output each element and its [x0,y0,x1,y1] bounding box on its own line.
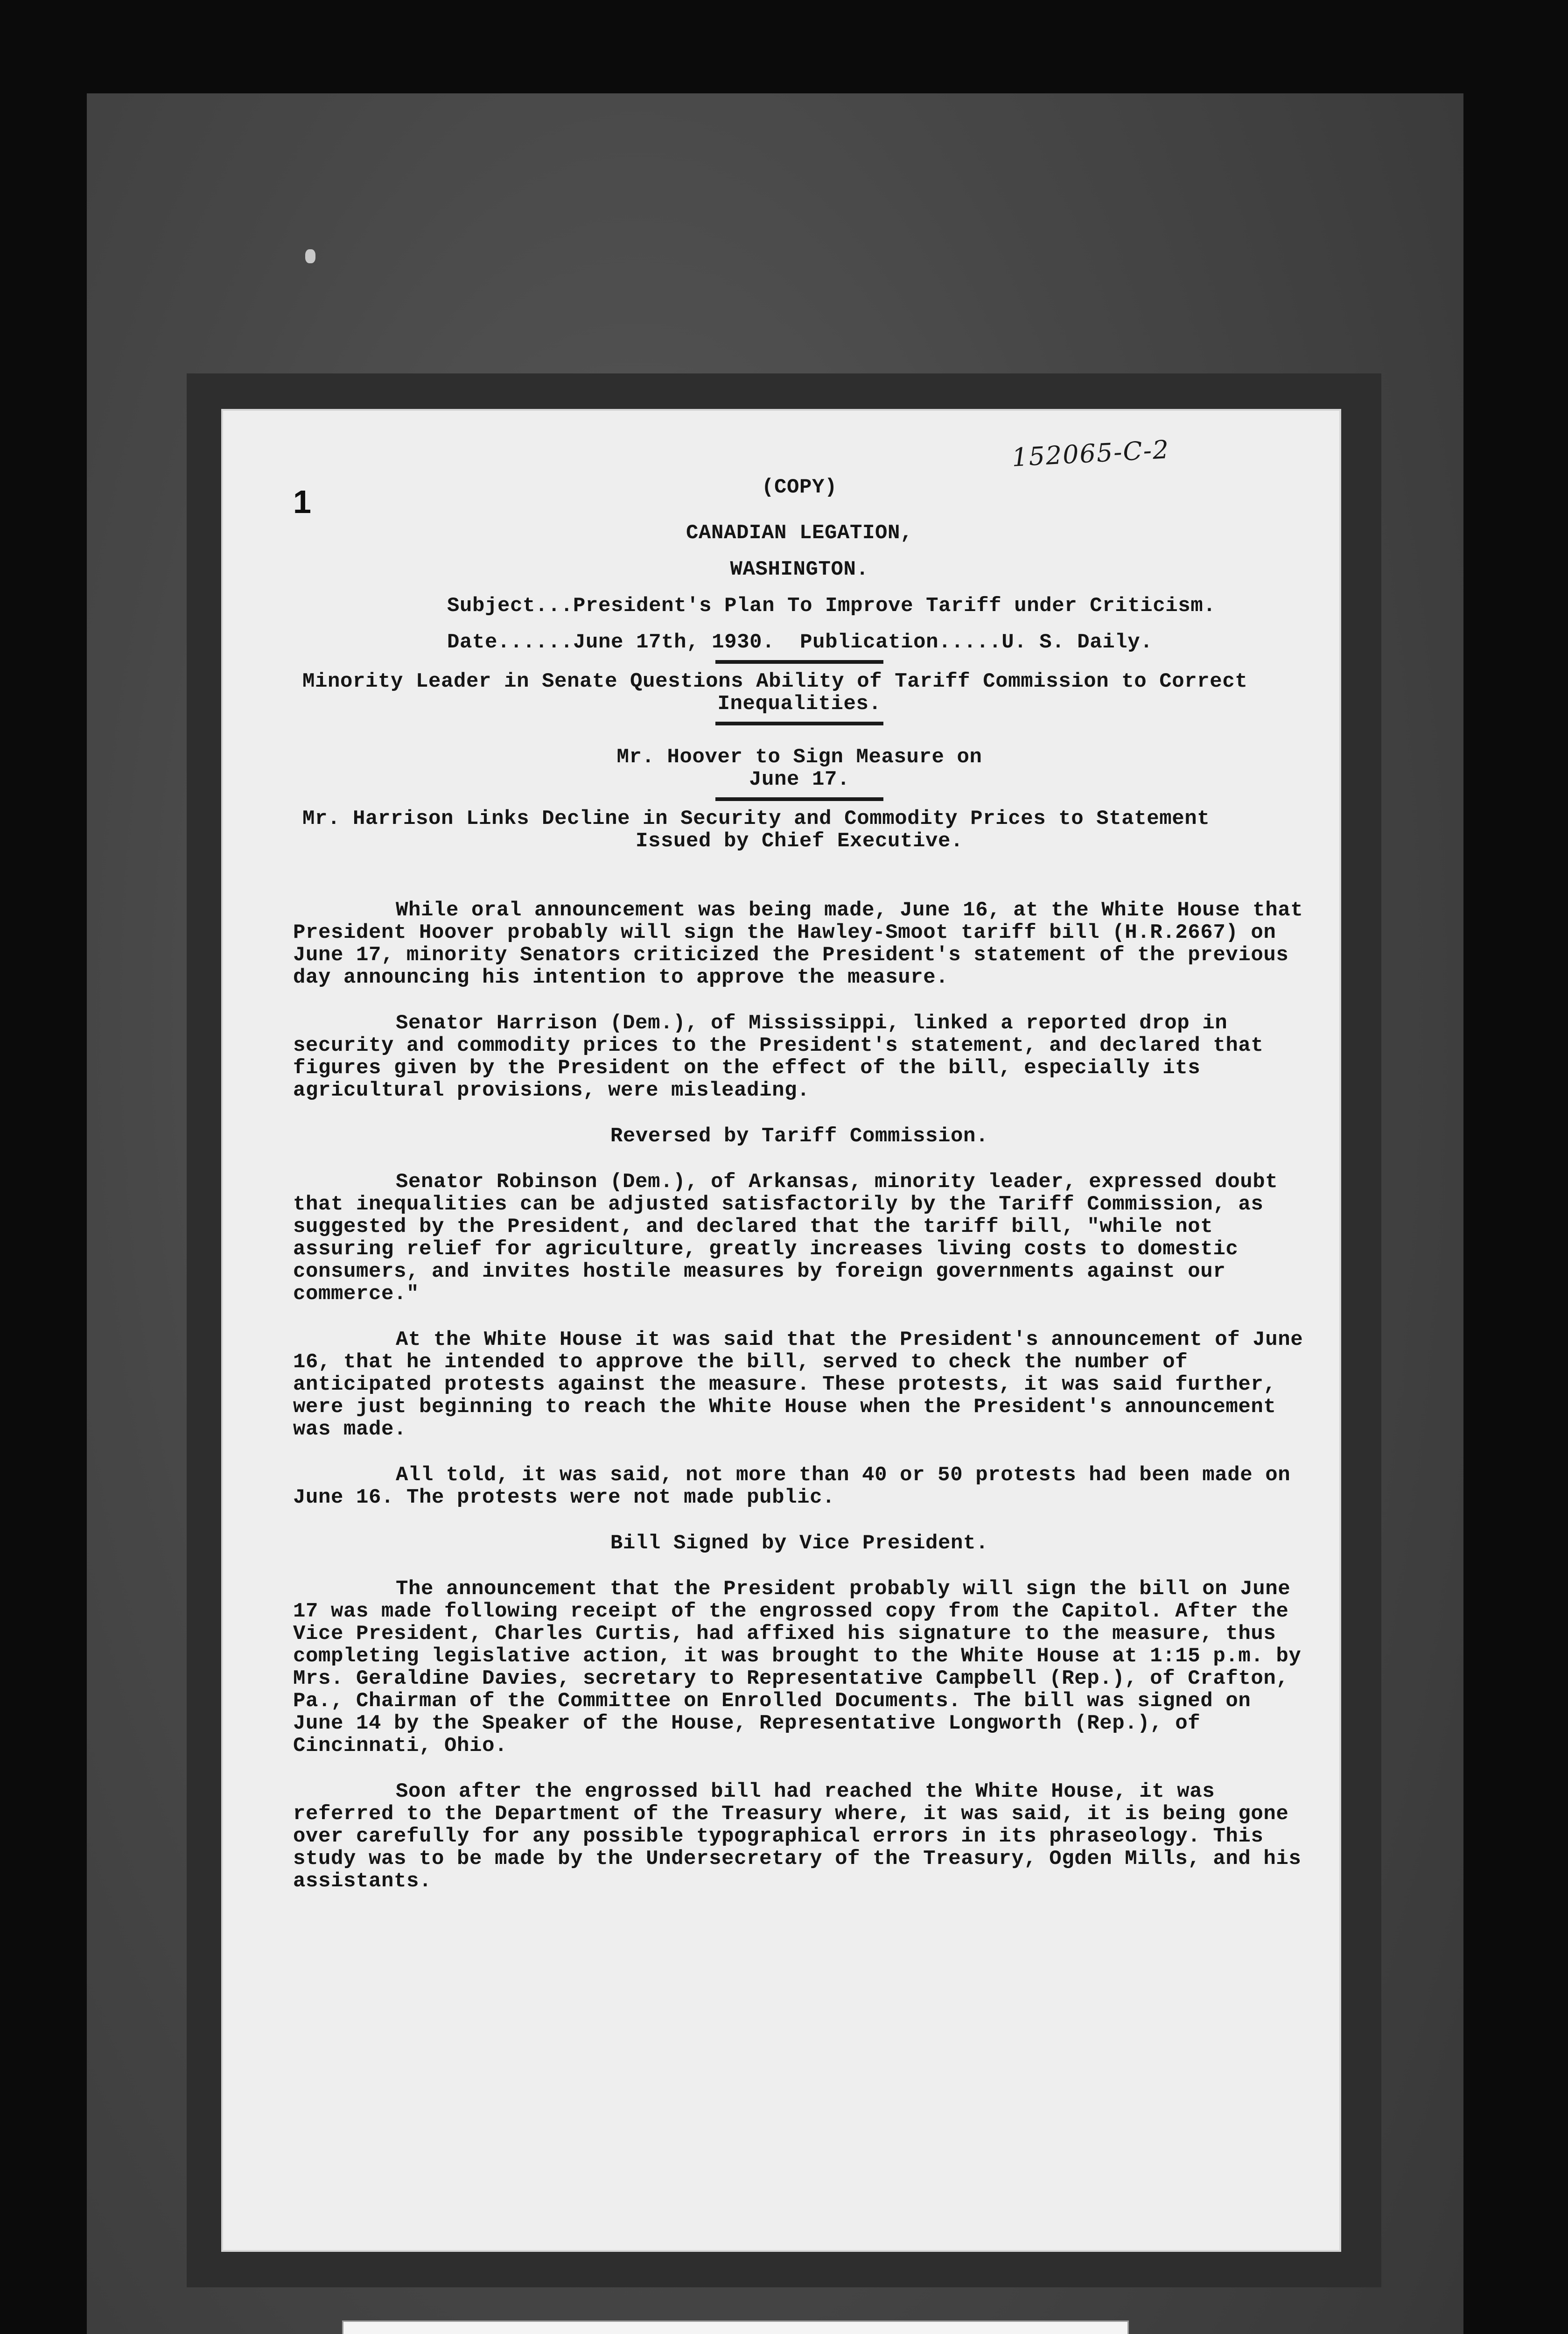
headline-2-line-1: Mr. Hoover to Sign Measure on [616,745,982,769]
copy-label: (COPY) [761,476,838,499]
document-sheet [223,411,1339,2250]
handwritten-reference-number: 152065-C-2 [1011,435,1170,472]
legation-name: CANADIAN LEGATION, [686,521,913,545]
paragraph-3: Senator Robinson (Dem.), of Arkansas, minority leader, expressed doubt that inequalities can be adjusted satisfactorily by the Tariff Commission, as suggested by the President, and declared that the tariff bill, "while not assuring relief for agriculture, greatly increases living costs to domestic consumers, and invites hostile measures by foreign governments against our commerce." [293,1170,1278,1306]
subheading-vice-president: Bill Signed by Vice President. [610,1532,989,1555]
date-line: Date......June 17th, 1930. Publication.....U. S. Daily. [447,631,1153,654]
headline-3-line-2: Issued by Chief Executive. [635,830,964,853]
paragraph-6: The announcement that the President probably will sign the bill on June 17 was made following receipt of the engrossed copy from the Capitol. After the Vice President, Charles Curtis, had affixed his signature to the measure, thus completing legislative action, it was brought to the White House at 1:15 p.m. by Mrs. Geraldine Davies, secretary to Representative Campbell (Rep.), of Crafton, Pa., Chairman of the Committee on Enrolled Documents. The bill was signed on June 14 by the Speaker of the House, Representative Longworth (Rep.), of Cincinnati, Ohio. [293,1577,1302,1758]
subject-line: Subject...President's Plan To Improve Tariff under Criticism. [447,594,1216,618]
divider-rule [715,660,883,664]
paragraph-4: At the White House it was said that the President's announcement of June 16, that he intended to approve the bill, served to check the number of anticipated protests against the measure. These protests, it was said further, were just beginning to reach the White House when the President's announcement was made. [293,1328,1303,1441]
page-marker: 1 [293,484,311,520]
headline-1-line-1: Minority Leader in Senate Questions Ability of Tariff Commission to Correct [302,670,1248,693]
film-speck [305,249,315,263]
paragraph-7: Soon after the engrossed bill had reached the White House, it was referred to the Department of the Treasury where, it was said, it is being gone over carefully for any possible typographical errors in its phraseology. This study was to be made by the Undersecretary of the Treasury, Ogden Mills, and his assistants. [293,1780,1302,1893]
headline-2-line-2: June 17. [749,768,850,791]
legation-city: WASHINGTON. [730,558,869,581]
paragraph-1: While oral announcement was being made, June 16, at the White House that President Hoover probably will sign the Hawley-Smoot tariff bill (H.R.2667) on June 17, minority Senators criticized the President's statement of the previous day announcing his intention to approve the measure. [293,899,1303,989]
document-body [293,476,1306,1892]
collection-label [343,2322,1127,2334]
paragraph-5: All told, it was said, not more than 40 or 50 protests had been made on June 16. The protests were not made public. [293,1463,1291,1509]
headline-3-line-1: Mr. Harrison Links Decline in Security and Commodity Prices to Statement [302,807,1210,830]
paragraph-2: Senator Harrison (Dem.), of Mississippi, linked a reported drop in security and commodity prices to the President's statement, and declared that figures given by the President on the effect of the bill, especially its agricultural provisions, were misleading. [293,1012,1264,1102]
divider-rule [715,722,883,725]
subheading-tariff-commission: Reversed by Tariff Commission. [610,1125,989,1148]
divider-rule [715,797,883,801]
headline-1-line-2: Inequalities. [717,692,882,716]
